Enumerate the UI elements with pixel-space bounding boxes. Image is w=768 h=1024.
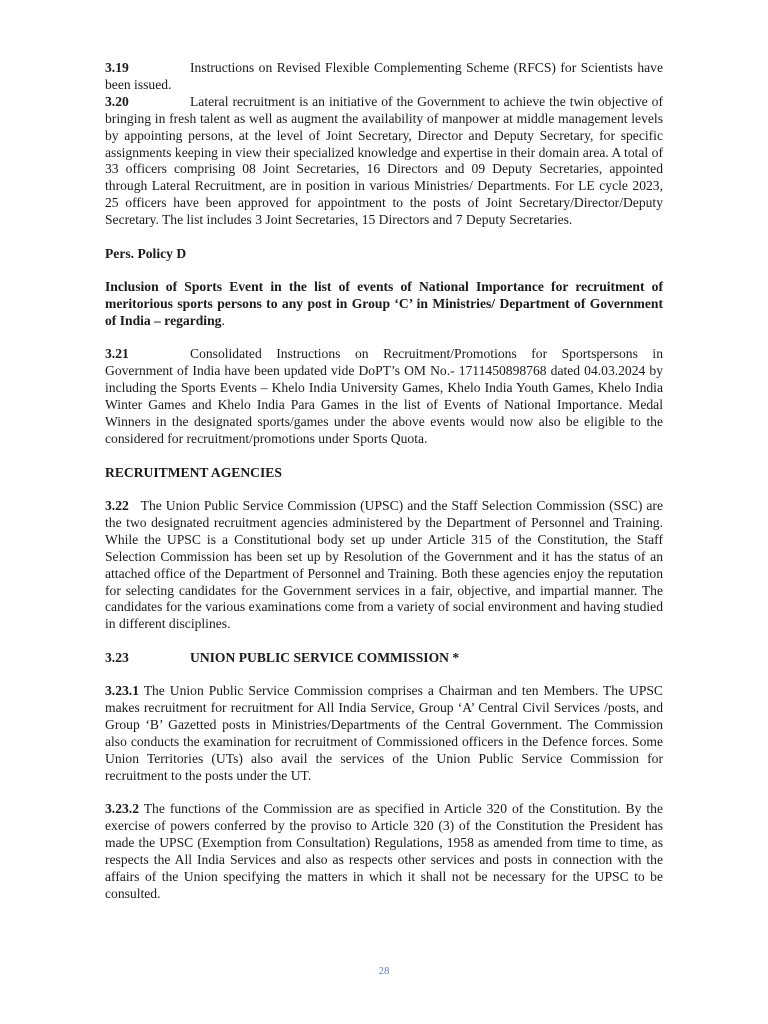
paragraph-text: The functions of the Commission are as specified in Article 320 of the Constitution. By the exercise of powers conferred by the proviso to Article 320 (3) of the Constitution the President has made the UPSC (Exemption from Consultation) Regulations, 1958 as amended from time to time, as respects the All India Services and also as respects other services and posts in connection with the affairs of the Union specifying the matters in which it shall not be necessary for the UPSC to be consulted. <box>105 801 663 901</box>
page-number: 28 <box>378 965 390 977</box>
paragraph-3-22 <box>105 498 663 633</box>
paragraph-3-21 <box>105 346 663 447</box>
recruitment-agencies-heading: RECRUITMENT AGENCIES <box>105 464 282 480</box>
paragraph-text: Instructions on Revised Flexible Complementing Scheme (RFCS) for Scientists have been issued. <box>105 60 663 92</box>
paragraph-3-19 <box>105 60 663 94</box>
paragraph-text: Lateral recruitment is an initiative of the Government to achieve the twin objective of bringing in fresh talent as well as augment the availability of manpower at middle management levels by appointing persons, at the level of Joint Secretary, Director and Deputy Secretary, for specific assignments keeping in view their specialized knowledge and expertise in their domain area. A total of 33 officers comprising 08 Joint Secretaries, 16 Directors and 09 Deputy Secretaries, appointed through Lateral Recruitment, are in position in various Ministries/ Departments. For LE cycle 2023, 25 officers have been approved for appointment to the posts of Joint Secretary/Director/Deputy Secretary. The list includes 3 Joint Secretaries, 15 Directors and 7 Deputy Secretaries. <box>105 93 663 228</box>
upsc-heading: UNION PUBLIC SERVICE COMMISSION * <box>190 649 460 665</box>
paragraph-3-20 <box>105 94 663 229</box>
section-number: 3.23.2 <box>105 801 139 817</box>
paragraph-text: Consolidated Instructions on Recruitment/Promotions for Sportspersons in Government of India have been updated vide DoPT’s OM No.- 1711450898768 dated 04.03.2024 by including the Sports Events – Khelo India University Games, Khelo India Youth Games, Khelo India Winter Games and Khelo India Para Games in the list of Events of National Importance. Medal Winners in the designated sports/games under the above events would now also be eligible to the considered for recruitment/promotions under Sports Quota. <box>105 346 663 446</box>
paragraph-text: The Union Public Service Commission comprises a Chairman and ten Members. The UPSC makes recruitment for recruitment for All India Service, Group ‘A’ Central Civil Services /posts, and Group ‘B’ Gazetted posts in Ministries/Departments of the Central Government. The Commission also conducts the examination for recruitment of Commissioned officers in the Defence forces. Some Union Territories (UTs) also avail the services of the Union Public Service Commission for recruitment to the posts under the UT. <box>105 683 664 783</box>
paragraph-3-23 <box>105 650 663 667</box>
pers-policy-heading: Pers. Policy D <box>105 245 187 261</box>
section-number: 3.23 <box>105 649 129 665</box>
section-number: 3.19 <box>105 60 129 75</box>
sports-heading-period: . <box>221 312 225 328</box>
paragraph-3-23-1 <box>105 683 663 784</box>
section-number: 3.22 <box>105 498 129 513</box>
sports-heading <box>105 279 663 330</box>
paragraph-text: The Union Public Service Commission (UPSC) and the Staff Selection Commission (SSC) are the two designated recruitment agencies administered by the Department of Personnel and Training. While the UPSC is a Constitutional body set up under Article 315 of the Constitution, the Staff Selection Commission has been set up by Resolution of the Government and it has the status of an attached office of the Department of Personnel and Training. Both these agencies enjoy the reputation for selecting candidates for the Government services in a fair, objective, and impartial manner. The candidates for the various examinations come from a variety of social environment and having studied in different disciplines. <box>105 498 663 632</box>
section-number: 3.20 <box>105 93 129 109</box>
paragraph-3-23-2 <box>105 801 663 902</box>
sports-heading-text: Inclusion of Sports Event in the list of events of National Importance for recruitment of meritorious sports persons to any post in Group ‘C’ in Ministries/ Department of Government of India – regarding <box>105 279 663 328</box>
document-body <box>105 60 663 903</box>
section-number: 3.21 <box>105 346 129 362</box>
section-number: 3.23.1 <box>105 683 139 699</box>
